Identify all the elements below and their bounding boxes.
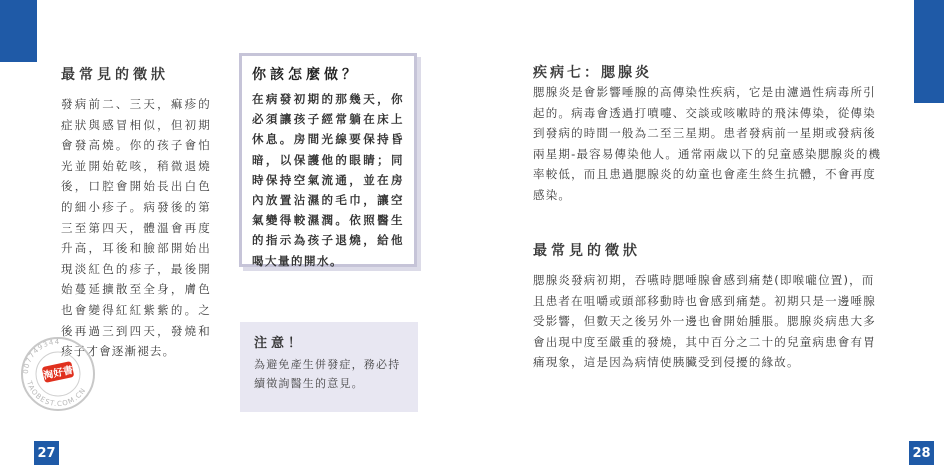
mumps-symptoms-text: 腮腺炎發病初期，吞嚥時腮唾腺會感到痛楚(即喉嚨位置)，而且患者在咀嚼或頭部移動時也會感到痛楚。初期只是一邊唾腺受影響，但數天之後另外一邊也會開始腫脹。腮腺炎病患大多會出現中度至嚴重的發燒，其中百分之二十的兒童病患會有胃痛現象，這是因為病情使胰臟受到侵擾的緣故。 xyxy=(533,273,876,370)
stamp-bottom-text: TAOBEST.COM.CN xyxy=(25,380,88,409)
what-to-do-card xyxy=(239,53,417,267)
page-number-left: 27 xyxy=(34,441,59,465)
watermark-stamp-logo xyxy=(16,330,100,414)
stamp-top-text: 007749344 xyxy=(21,337,61,375)
right-heading: 最常見的徵狀 xyxy=(533,243,641,259)
card-title: 你該怎麼做？ xyxy=(252,67,360,83)
left-page-tab xyxy=(0,0,37,62)
disease-title: 疾病七：腮腺炎 xyxy=(533,65,652,81)
card-body-text: 在病發初期的那幾天，你必須讓孩子經常躺在床上休息。房間光線要保持昏暗，以保護他的眼睛；同時保持空氣流通，並在房內放置沾濕的毛巾，讓空氣變得較濕潤。依照醫生的指示為孩子退燒，給他喝大量的開水。 xyxy=(252,92,404,268)
page-number-right: 28 xyxy=(909,441,934,465)
note-title: 注意！ xyxy=(254,336,306,351)
stamp-center-text: 淘好書 xyxy=(42,364,75,382)
caution-note xyxy=(240,322,418,412)
mumps-intro-text: 腮腺炎是會影響唾腺的高傳染性疾病，它是由濾過性病毒所引起的。病毒會透過打噴嚏、交談或咳嗽時的飛沫傳染，從傳染到發病的時間一般為二至三星期。患者發病前一星期或發病後兩星期-最容易傳染他人。通常兩歲以下的兒童感染腮腺炎的機率較低，而且患過腮腺炎的幼童也會產生終生抗體，不會再度感染。 xyxy=(533,85,882,202)
left-body-text: 發病前二、三天，痲疹的症狀與感冒相似，但初期會發高燒。你的孩子會怕光並開始乾咳，稍微退燒後，口腔會開始長出白色的細小疹子。病發後的第三至第四天，體溫會再度升高，耳後和臉部開始出現淡紅色的疹子，最後開始蔓延擴散至全身，膚色也會變得紅紅紫紫的。之後再過三到四天，發燒和疹子才會逐漸褪去。 xyxy=(61,97,211,359)
note-body-text: 為避免產生併發症，務必持續徵詢醫生的意見。 xyxy=(254,358,401,390)
right-page-tab xyxy=(914,0,944,103)
left-heading: 最常見的徵狀 xyxy=(61,67,169,83)
